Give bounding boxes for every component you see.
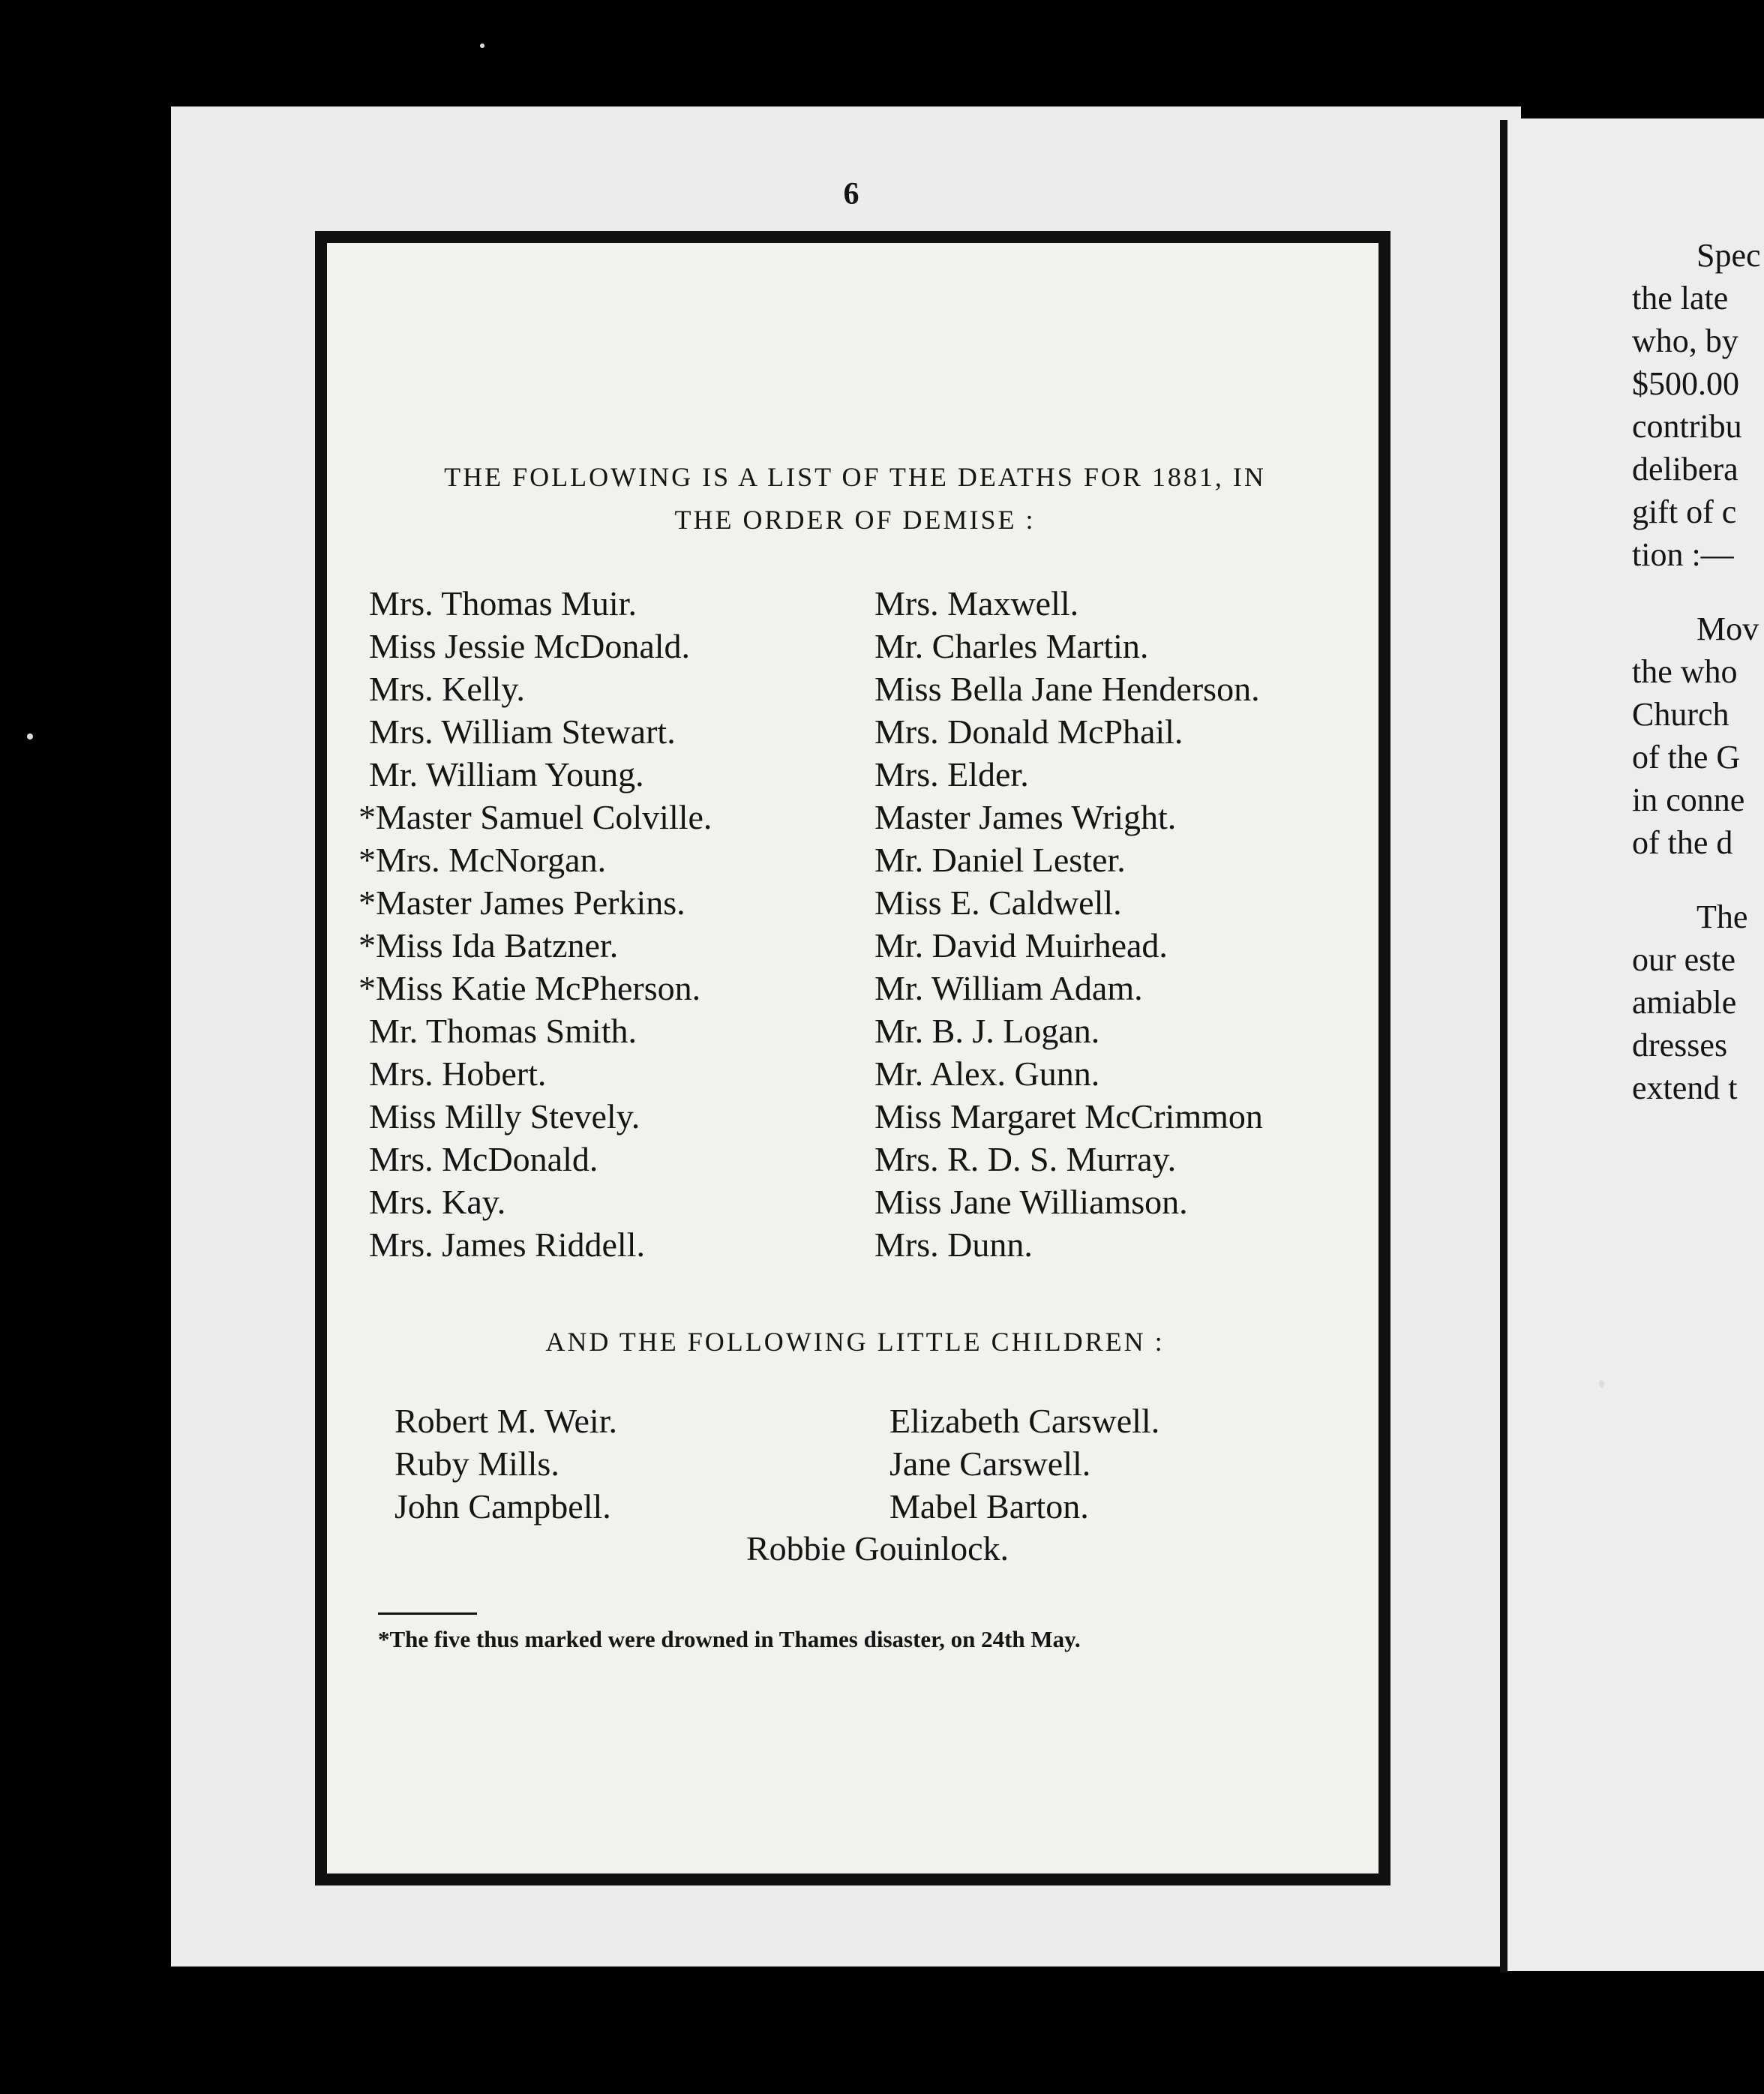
list-item: Mrs. R. D. S. Murray. — [874, 1140, 1177, 1178]
scan-speck — [27, 734, 33, 740]
right-page-line: contribu — [1632, 408, 1742, 445]
right-page-line: our este — [1632, 941, 1736, 978]
list-item: Mrs. Donald McPhail. — [874, 712, 1184, 751]
list-item: *Master James Perkins. — [358, 884, 686, 922]
list-item: Miss E. Caldwell. — [874, 884, 1122, 922]
children-heading: AND THE FOLLOWING LITTLE CHILDREN : — [545, 1327, 1165, 1357]
list-item: Mabel Barton. — [890, 1487, 1089, 1526]
right-page-text — [1632, 234, 1764, 1109]
list-item: Miss Bella Jane Henderson. — [874, 670, 1260, 708]
right-page-line: dresses — [1632, 1027, 1728, 1064]
list-item: Mrs. Dunn. — [874, 1226, 1033, 1264]
list-item: John Campbell. — [394, 1487, 611, 1526]
list-item: Jane Carswell. — [890, 1444, 1091, 1483]
right-page-line: of the G — [1632, 739, 1741, 776]
deaths-list-left — [358, 582, 834, 1266]
list-item: Ruby Mills. — [394, 1444, 560, 1483]
right-page-line: the late — [1632, 280, 1729, 316]
page-gutter — [1500, 120, 1508, 1972]
list-item: Mrs. William Stewart. — [369, 712, 676, 751]
children-list-center-item: Robbie Gouinlock. — [746, 1529, 1010, 1568]
list-item: Mrs. Kelly. — [369, 670, 525, 708]
list-item: Miss Jessie McDonald. — [369, 627, 691, 665]
right-page-line: gift of c — [1632, 494, 1737, 530]
list-item: Elizabeth Carswell. — [890, 1402, 1160, 1440]
right-page-line: Mov — [1696, 610, 1760, 647]
right-page-line: $500.00 — [1632, 365, 1739, 402]
scan-speck — [480, 44, 484, 48]
list-item: Mrs. Hobert. — [369, 1054, 547, 1093]
list-item: Mrs. Kay. — [369, 1183, 506, 1221]
list-item: Mr. Alex. Gunn. — [874, 1054, 1100, 1093]
right-page-line: of the d — [1632, 824, 1733, 861]
list-item: Mrs. Thomas Muir. — [369, 584, 637, 622]
paragraph-gap — [1632, 864, 1764, 896]
list-item: Mrs. Maxwell. — [874, 584, 1079, 622]
paragraph-gap — [1632, 576, 1764, 608]
list-item: Mrs. James Riddell. — [369, 1226, 645, 1264]
right-page-line: in conne — [1632, 782, 1745, 818]
list-item: Mr. B. J. Logan. — [874, 1012, 1100, 1050]
list-item: Mr. David Muirhead. — [874, 926, 1168, 964]
list-item: Miss Jane Williamson. — [874, 1183, 1188, 1221]
list-heading-line-2: THE ORDER OF DEMISE : — [674, 505, 1036, 535]
list-item: Mr. Daniel Lester. — [874, 841, 1126, 879]
page-number: 6 — [843, 177, 860, 212]
children-list-right — [890, 1400, 1310, 1528]
list-item: *Miss Katie McPherson. — [358, 969, 701, 1007]
list-heading-line-1: THE FOLLOWING IS A LIST OF THE DEATHS FOR 1881, IN — [444, 462, 1266, 492]
footnote-rule — [378, 1612, 477, 1615]
list-item: *Miss Ida Batzner. — [358, 926, 619, 964]
list-item: Mr. Thomas Smith. — [369, 1012, 637, 1050]
list-item: Mr. Charles Martin. — [874, 627, 1149, 665]
scan-speck — [1599, 1380, 1604, 1388]
list-item: Mr. William Young. — [369, 755, 644, 794]
list-item: Mr. William Adam. — [874, 969, 1143, 1007]
list-item: Mrs. McDonald. — [369, 1140, 598, 1178]
right-page-line: amiable — [1632, 984, 1737, 1021]
list-item: *Master Samuel Colville. — [358, 798, 712, 836]
right-page-line: The — [1696, 898, 1748, 935]
children-list-left — [394, 1400, 814, 1528]
right-page-line: Church — [1632, 696, 1730, 733]
right-page-line: Spec — [1696, 237, 1761, 274]
list-item: Miss Margaret McCrimmon — [874, 1097, 1263, 1136]
footnote: *The five thus marked were drowned in Thames disaster, on 24th May. — [378, 1626, 1081, 1652]
list-item: Mrs. Elder. — [874, 755, 1029, 794]
list-item: Master James Wright. — [874, 798, 1177, 836]
right-page-line: extend t — [1632, 1070, 1738, 1106]
list-item: Miss Milly Stevely. — [369, 1097, 640, 1136]
right-page-line: the who — [1632, 653, 1738, 690]
right-page-line: tion :— — [1632, 536, 1734, 573]
list-item: Robert M. Weir. — [394, 1402, 617, 1440]
deaths-list-right — [874, 582, 1400, 1266]
right-page-line: who, by — [1632, 322, 1738, 359]
right-page-line: delibera — [1632, 451, 1738, 488]
list-item: *Mrs. McNorgan. — [358, 841, 607, 879]
